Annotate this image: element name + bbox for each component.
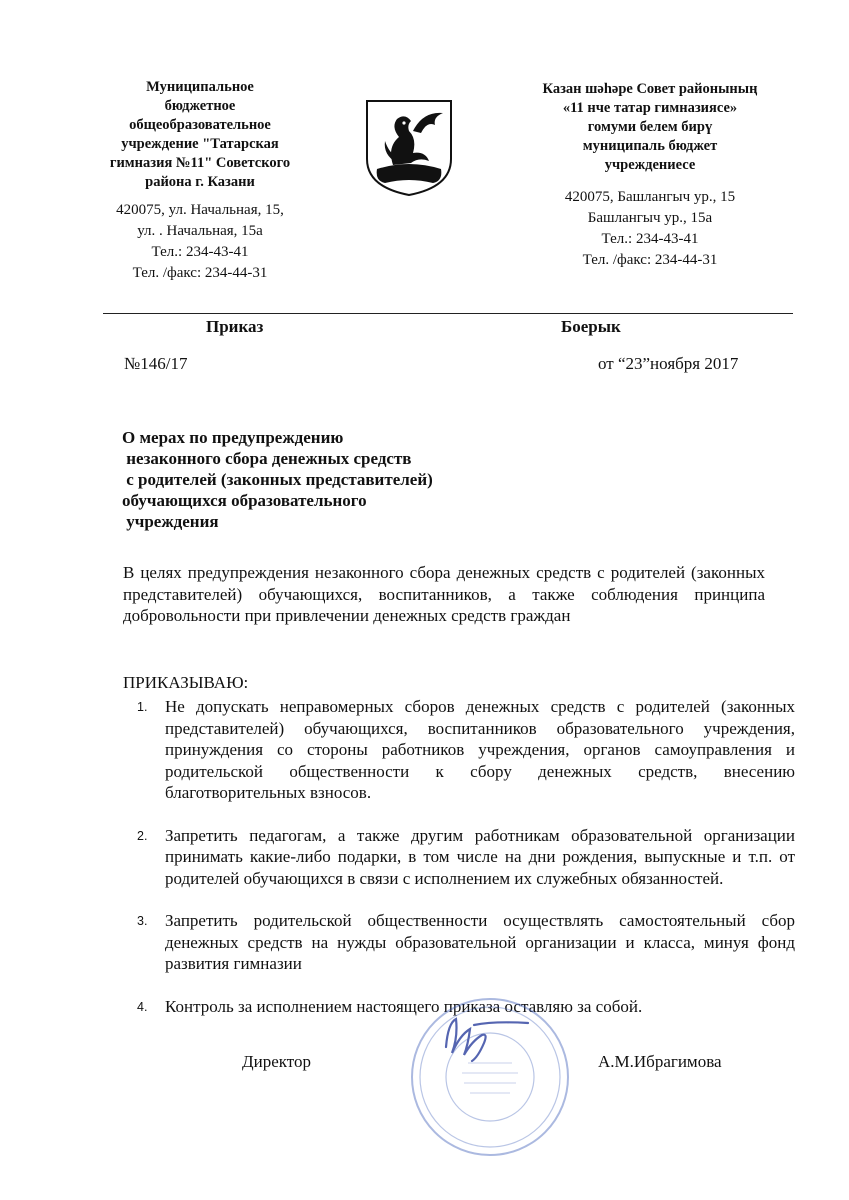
doc-title-ru: Приказ (206, 317, 264, 336)
doc-subject: О мерах по предупреждению незаконного сбора денежных средств с родителей (законных представителей) обучающихся образовательного учреждения (122, 428, 433, 531)
doc-date: от “23”ноября 2017 (598, 354, 739, 373)
org-name-tt: Казан шәһәре Совет районының «11 нче татар гимназиясе» гомуми белем бирү муниципаль бюджет учреждениесе (542, 81, 758, 173)
order-word: ПРИКАЗЫВАЮ: (123, 673, 249, 692)
doc-number: №146/17 (124, 354, 188, 373)
doc-title-tt: Боерык (561, 317, 621, 336)
item-number: 2. (137, 828, 148, 843)
header-right (520, 80, 780, 271)
order-items (125, 696, 795, 1017)
order-item (125, 696, 795, 804)
signature-role: Директор (242, 1052, 311, 1071)
signature-name: А.М.Ибрагимова (598, 1052, 722, 1071)
address-tt: 420075, Башлангыч ур., 15 Башлангыч ур., 15а Тел.: 234-43-41 Тел. /факс: 234-44-31 (564, 189, 736, 268)
doc-preamble: В целях предупреждения незаконного сбора денежных средств с родителей (законных представителей) обучающихся, воспитанников, а также соблюдения принципа добровольности при привлечении денежных средств граждан (123, 563, 765, 625)
header-left (90, 78, 310, 284)
header-divider (103, 313, 793, 314)
item-text: Контроль за исполнением настоящего приказа оставляю за собой. (165, 996, 643, 1016)
address-ru: 420075, ул. Начальная, 15, ул. . Начальная, 15а Тел.: 234-43-41 Тел. /факс: 234-44-31 (116, 202, 284, 281)
item-number: 3. (137, 914, 148, 928)
order-item (125, 825, 795, 890)
item-number: 4. (137, 999, 148, 1014)
item-text: Запретить родительской общественности осуществлять самостоятельный сбор денежных средств на нужды образовательной организации и класса, минуя фонд развития гимназии (165, 911, 795, 973)
order-item (125, 910, 795, 975)
item-text: Не допускать неправомерных сборов денежных средств с родителей (законных представителей) обучающихся, воспитанников образовательного учреждения, принуждения со стороны работников учреждения, органов самоуправления и родительской общественности к сбору денежных средств, внесению благотворительных взносов. (165, 697, 795, 802)
kazan-coat-of-arms-icon (363, 97, 455, 197)
org-name-ru: Муниципальное бюджетное общеобразовательное учреждение "Татарская гимназия №11" Советского района г. Казани (109, 79, 291, 190)
item-text: Запретить педагогам, а также другим работникам образовательной организации принимать какие-либо подарки, в том числе на дни рождения, выпускные и т.п. от родителей обучающихся в связи с исполнением их служебных обязанностей. (165, 825, 795, 888)
item-number: 1. (137, 700, 148, 714)
round-seal-stamp-icon (398, 985, 578, 1160)
